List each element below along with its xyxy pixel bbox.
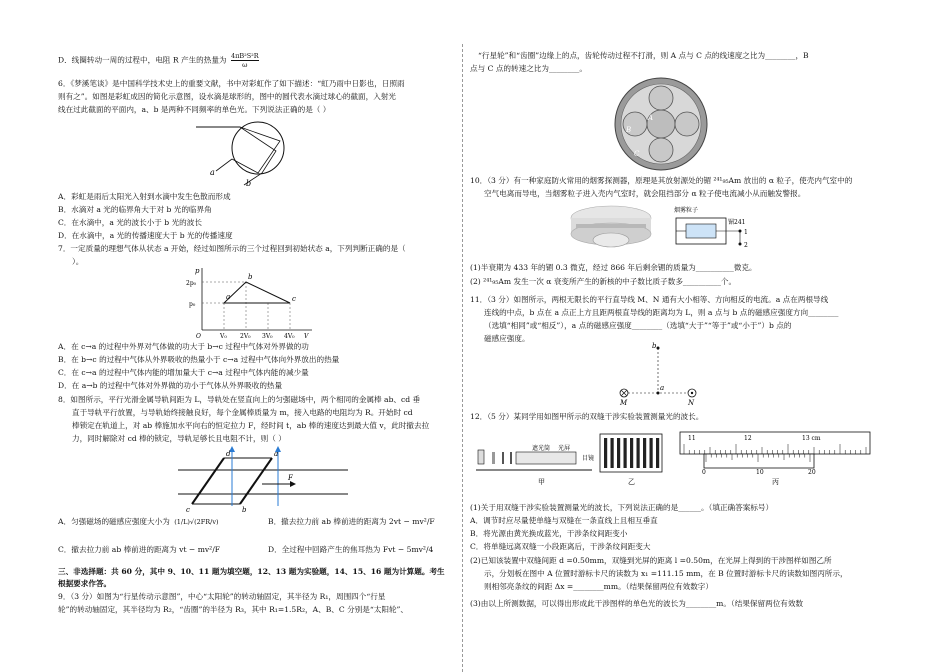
q12-option-b: B．将光源由黄光换成蓝光，干涉条纹间距变小 xyxy=(470,529,628,538)
q11-stem-3: （选填“相同”或“相反”），a 点的磁感应强度________（选填“大于”“等于”或“小于”）b 点的 xyxy=(484,321,792,330)
svg-text:C: C xyxy=(634,150,640,158)
svg-text:目镜: 目镜 xyxy=(582,455,595,462)
fringe-bar xyxy=(630,438,633,468)
section-3-heading-1: 三、非选择题：共 60 分，其中 9、10、11 题为填空题，12、13 题为实验题，14、15、16 题为计算题。考生 xyxy=(58,567,445,576)
label-a: a xyxy=(210,168,215,177)
q12-sub-3: (3)由以上所测数据，可以得出形成此干涉图样的单色光的波长为________m。（结果保留两位有效数 xyxy=(470,599,804,608)
q6-stem-1: 6．《梦溪笔谈》是中国科学技术史上的重要文献，书中对彩虹作了如下描述：“虹乃雨中日影也，日照雨 xyxy=(58,79,405,88)
q6-option-b: B．水滴对 a 光的临界角大于对 b 光的临界角 xyxy=(58,205,212,214)
q8-option-d: D．全过程中回路产生的焦耳热为 Fvt − 5mv²/4 xyxy=(268,545,434,554)
q12-sub-2b: 示，分划板在图中 A 位置时游标卡尺的读数为 x₁ =111.15 mm，在 B 位置时游标卡尺的读数如图丙所示， xyxy=(484,569,848,578)
svg-text:镅241: 镅241 xyxy=(728,219,746,226)
q8-option-a: A．匀强磁场的磁感应强度大小为 (1/L)√(2FR/v) xyxy=(58,517,219,526)
svg-text:a: a xyxy=(274,450,279,458)
svg-text:A: A xyxy=(648,114,654,122)
planet-gear-bottom xyxy=(649,138,673,162)
svg-text:O: O xyxy=(196,333,201,338)
q7-stem-2: ）。 xyxy=(72,257,84,266)
formula-numerator: 4πB²S²R xyxy=(230,52,259,60)
svg-text:p₀: p₀ xyxy=(189,301,196,308)
svg-text:11: 11 xyxy=(688,435,696,442)
planet-gear-top xyxy=(649,86,673,110)
svg-text:B: B xyxy=(626,126,632,134)
svg-text:V₀: V₀ xyxy=(220,333,227,338)
svg-text:c: c xyxy=(292,295,296,303)
svg-text:1: 1 xyxy=(744,229,748,236)
ionization-chamber-diagram xyxy=(670,204,760,254)
q7-option-b: B．在 b→c 的过程中气体从外界吸收的热量小于 c→a 过程中气体向外界放出的热量 xyxy=(58,355,340,364)
svg-text:遮光筒: 遮光筒 xyxy=(532,445,551,452)
svg-text:c: c xyxy=(186,506,190,512)
q12-sub-2c: 则相邻亮条纹的间距 Δx =________mm。（结果保留两位有效数字） xyxy=(484,582,713,591)
q8-option-a-formula: (1/L)√(2FR/v) xyxy=(174,518,219,526)
q8-option-b: B．撤去拉力前 ab 棒前进的距离为 2vt − mv²/F xyxy=(268,517,435,526)
svg-text:2p₀: 2p₀ xyxy=(186,280,197,287)
fringe-bar xyxy=(643,438,646,468)
svg-text:20: 20 xyxy=(808,469,816,476)
svg-text:b: b xyxy=(652,342,657,350)
svg-text:4V₀: 4V₀ xyxy=(284,333,295,338)
svg-text:0: 0 xyxy=(702,469,706,476)
q10-stem-1: 10．（3 分）有一种家庭防火常用的烟雾探测器，原理是其放射源处的镅 ²⁴¹₉₅Am 放出的 α 粒子，使壳内气室中的 xyxy=(470,176,853,185)
q12-option-a: A．调节时应尽量使单缝与双缝在一条直线上且相互垂直 xyxy=(470,516,658,525)
fringe-bar xyxy=(617,438,620,468)
rod-ab xyxy=(240,458,272,504)
svg-text:b: b xyxy=(248,273,253,281)
q6-option-c: C．在水滴中，a 光的波长小于 b 光的波长 xyxy=(58,218,202,227)
q11-stem-4: 磁感应强度。 xyxy=(484,334,530,343)
svg-text:V: V xyxy=(304,333,309,338)
svg-text:d: d xyxy=(226,450,231,458)
svg-text:2V₀: 2V₀ xyxy=(240,333,251,338)
rod-cd xyxy=(192,458,224,504)
svg-text:N: N xyxy=(688,399,695,406)
q10-sub-2: (2) ²⁴¹₉₅Am 发生一次 α 衰变所产生的新核的中子数比质子数多__________个。 xyxy=(470,277,737,286)
fringe-bar xyxy=(604,438,607,468)
fringe-bar xyxy=(656,438,659,468)
q12-stem: 12．（5 分）某同学用如图甲所示的双缝干涉实验装置测量光的波长。 xyxy=(470,412,704,421)
svg-text:乙: 乙 xyxy=(628,478,635,486)
svg-text:a: a xyxy=(660,384,665,392)
q6-option-a: A．彩虹是雨后太阳光入射到水滴中发生色散而形成 xyxy=(58,192,231,201)
parallel-wires-figure xyxy=(616,340,700,406)
q8-stem-3: 棒锁定在轨道上，对 ab 棒施加水平向右的恒定拉力 F，经时间 t，ab 棒的速度达到最大值 v，此时撤去拉 xyxy=(72,421,430,430)
formula-denominator: ω xyxy=(242,61,248,69)
right-column xyxy=(470,0,878,672)
label-b: b xyxy=(246,179,252,187)
double-slit-apparatus xyxy=(472,430,596,486)
q6-stem-3: 线在过此截面的平面内，a、b 是两种不同频率的单色光。下列说法正确的是（ ） xyxy=(58,105,331,114)
q12-sub-2a: (2)已知该装置中双缝间距 d =0.50mm，双缝到光屏的距离 l =0.50m，在光屏上得到的干涉图样如图乙所 xyxy=(470,556,832,565)
q7-option-a: A．在 c→a 的过程中外界对气体做的功大于 b→c 过程中气体对外界做的功 xyxy=(58,342,309,351)
q12-option-c: C．将单缝远离双缝一小段距离后，干涉条纹间距变大 xyxy=(470,542,651,551)
svg-text:10: 10 xyxy=(756,469,764,476)
svg-text:p: p xyxy=(195,267,200,275)
q6-stem-2: 则有之”。如图是彩虹成因的简化示意图，设水滴是球形的，图中的圆代表水滴过球心的截面，入射光 xyxy=(58,92,397,101)
q5-option-d: D．线圈转动一周的过程中，电阻 R 产生的热量为 $\frac{\text{4πB²S²R}}{\omega}$ xyxy=(58,52,259,69)
point-b xyxy=(657,347,660,350)
svg-text:丙: 丙 xyxy=(772,478,779,486)
svg-text:光屏: 光屏 xyxy=(558,445,571,452)
ray-b-path xyxy=(240,127,276,185)
raindrop-figure xyxy=(196,115,306,187)
q6-option-d: D．在水滴中，a 光的传播速度大于 b 光的传播速度 xyxy=(58,231,233,240)
column-divider xyxy=(462,44,463,672)
q11-stem-2: 连线的中点，b 点在 a 点正上方且距两根直导线的距离均为 L，则 a 点与 b 点的磁感应强度方向________ xyxy=(484,308,839,317)
fringe-bar xyxy=(624,438,627,468)
cycle-triangle xyxy=(224,282,290,303)
fringe-bar xyxy=(637,438,640,468)
q10-stem-2: 空气电离而导电，当烟雾粒子进入壳内气室时，就会阻挡部分 α 粒子使电流减小从而触发警报。 xyxy=(484,189,806,198)
q9-continue-2: 点与 C 点的转速之比为________。 xyxy=(470,64,587,73)
svg-text:甲: 甲 xyxy=(538,478,545,486)
q10-sub-1: (1)半衰期为 433 年的镅 0.3 微克，经过 866 年后剩余镅的质量为__________微克。 xyxy=(470,263,757,272)
smoke-detector-photo xyxy=(566,200,656,254)
fringe-bars xyxy=(604,438,659,468)
svg-text:2: 2 xyxy=(744,242,748,249)
fringe-pattern xyxy=(598,430,664,486)
svg-text:12: 12 xyxy=(744,435,752,442)
fringe-bar xyxy=(650,438,653,468)
svg-text:b: b xyxy=(242,506,247,512)
water-drop-circle xyxy=(232,122,284,174)
svg-text:M: M xyxy=(620,399,628,406)
rails-figure xyxy=(178,446,348,512)
svg-text:烟雾粒子: 烟雾粒子 xyxy=(674,207,699,214)
svg-text:a: a xyxy=(226,293,231,301)
section-3-heading-2: 根据要求作答。 xyxy=(58,579,112,588)
q11-stem-1: 11．（3 分）如图所示，两根无限长的平行直导线 M、N 通有大小相等、方向相反的电流。a 点在两根导线 xyxy=(470,295,829,304)
q8-stem-4: 力，同时解除对 cd 棒的锁定，导轨足够长且电阻不计，则（ ） xyxy=(72,434,286,443)
planetary-gear-figure xyxy=(612,76,710,172)
q9-continue-1: “行星轮”和“齿圈”边缘上的点，齿轮传动过程不打滑，则 A 点与 C 点的线速度之比为________，B xyxy=(478,51,809,60)
q9-stem-2: 轮”的转动轴固定，其半径均为 R₂，“齿圈”的半径为 R₃，其中 R₁=1.5R₂，A、B、C 分别是“太阳轮”、 xyxy=(58,605,409,614)
q7-option-c: C．在 c→a 的过程中气体内能的增加量大于 c→a 过程中气体内能的减少量 xyxy=(58,368,309,377)
vernier-caliper xyxy=(674,426,874,486)
svg-text:3V₀: 3V₀ xyxy=(262,333,273,338)
q8-option-c: C．撤去拉力前 ab 棒前进的距离为 vt − mv²/F xyxy=(58,545,221,554)
planet-gear-right xyxy=(675,112,699,136)
left-column xyxy=(58,0,454,672)
q7-stem-1: 7．一定质量的理想气体从状态 a 开始，经过如图所示的三个过程回到初始状态 a，下列判断正确的是（ xyxy=(58,244,406,253)
fringe-bar xyxy=(611,438,614,468)
q7-option-d: D．在 a→b 的过程中气体对外界做的功小于气体从外界吸收的热量 xyxy=(58,381,283,390)
q8-stem-1: 8．如图所示，平行光滑金属导轨间距为 L，导轨处在竖直向上的匀强磁场中，两个相同的金属棒 ab、cd 垂 xyxy=(58,395,421,404)
exit-ray-a xyxy=(216,159,232,171)
q8-stem-2: 直于导轨平行放置，与导轨始终接触良好，每个金属棒质量为 m，接入电路的电阻均为 R。开始时 cd xyxy=(72,408,413,417)
svg-text:F: F xyxy=(288,474,293,482)
q12-sub-1: (1)关于用双缝干涉实验装置测量光的波长，下列说法正确的是______。（填正确答案标号） xyxy=(470,503,774,512)
pv-diagram xyxy=(186,266,316,338)
svg-text:13 cm: 13 cm xyxy=(802,435,821,442)
q9-stem-1: 9．（3 分）如图为“行星传动示意图”，中心“太阳轮”的转动轴固定，其半径为 R₁，周围四个“行星 xyxy=(58,592,386,601)
